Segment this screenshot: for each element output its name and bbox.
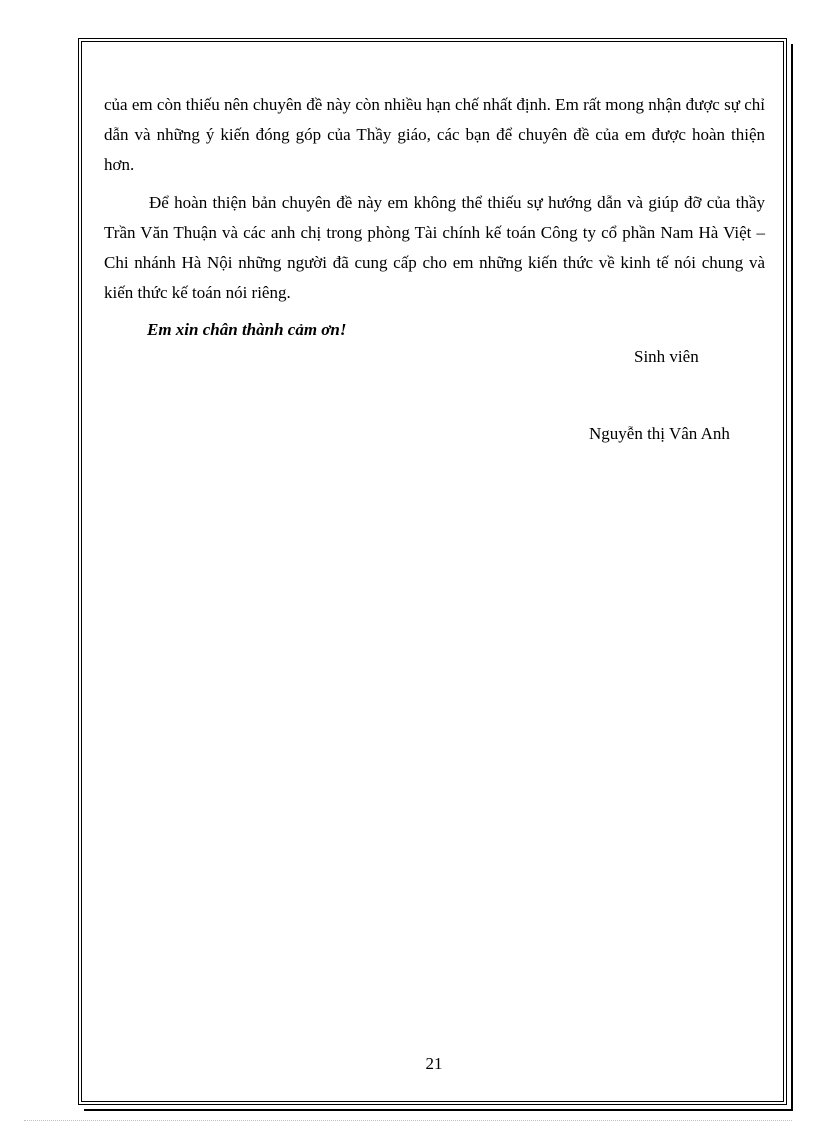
signature-name: Nguyễn thị Vân Anh xyxy=(589,424,730,443)
thanks-line: Em xin chân thành cảm ơn! xyxy=(147,320,347,339)
paragraph-continuation: của em còn thiếu nên chuyên đề này còn nhiều hạn chế nhất định. Em rất mong nhận được sự chỉ dẫn và những ý kiến đóng góp của Thầy giáo, các bạn để chuyên đề của em được hoàn thiện hơn. xyxy=(104,95,765,174)
page-number: 21 xyxy=(425,1054,443,1073)
page-bottom-divider xyxy=(24,1120,792,1121)
paragraph-acknowledgement: Để hoàn thiện bản chuyên đề này em không thể thiếu sự hướng dẫn và giúp đỡ của thầy Trần Văn Thuận và các anh chị trong phòng Tài chính kế toán Công ty cổ phần Nam Hà Việt – Chi nhánh Hà Nội những người đã cung cấp cho em những kiến thức về kinh tế nói chung và kiến thức kế toán nói riêng. xyxy=(104,193,765,302)
signature-role: Sinh viên xyxy=(634,347,699,366)
document-body xyxy=(104,90,765,344)
